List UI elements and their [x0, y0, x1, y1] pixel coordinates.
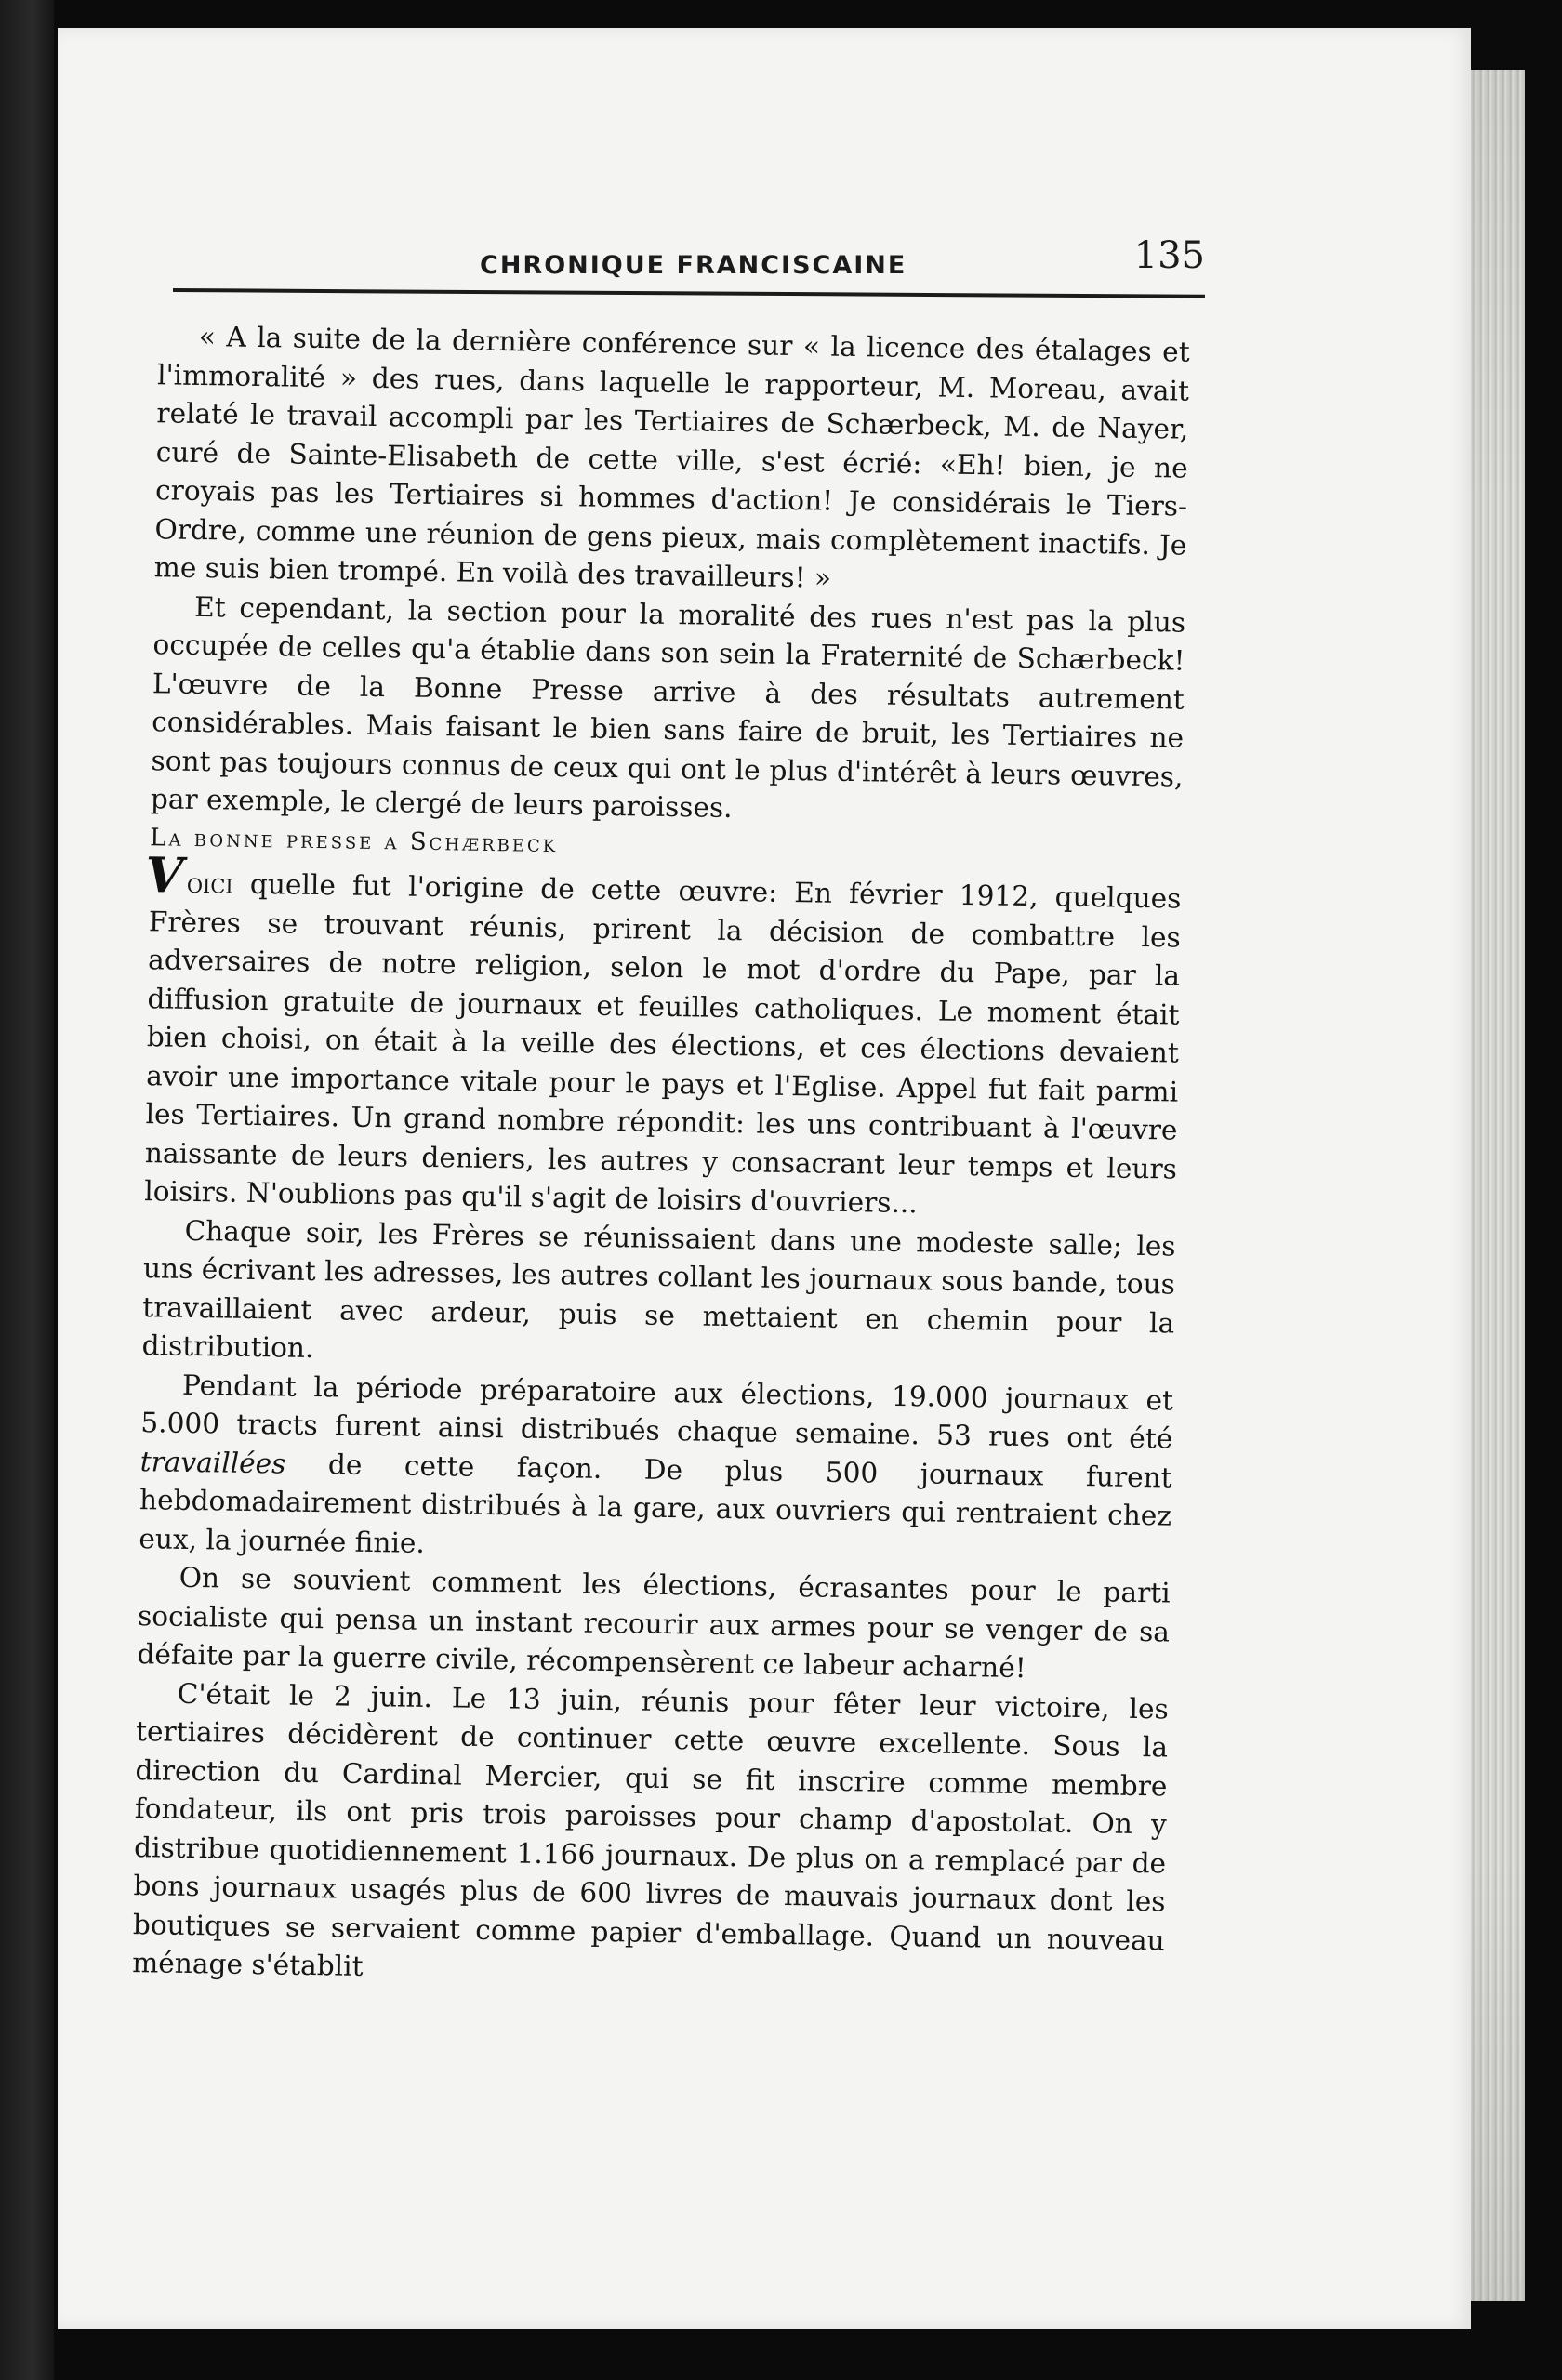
paragraph-text-b: de cette façon. De plus 500 journaux furent hebdomadairement distribués à la gare, aux ouvriers qui rentraient chez eux, la journée finie.: [139, 1448, 1172, 1559]
page-stack-edge: [1471, 70, 1525, 2301]
paragraph: On se souvient comment les élections, écrasantes pour le parti socialiste qui pensa un instant recourir aux armes pour se venger de sa défaite par la guerre civile, récompensèrent ce labeur acharné!: [137, 1561, 1171, 1685]
first-word-rest: oici: [186, 866, 234, 900]
drop-cap-initial: V: [145, 847, 184, 905]
left-page-edge: [0, 0, 54, 2380]
paragraph: Et cependant, la section pour la moralité des rues n'est pas la plus occupée de celles qu'a établie dans son sein la Fraternité de Schærbeck! L'œuvre de la Bonne Presse arrive à des résultats autrement considérables. Mais faisant le bien sans faire de bruit, les Tertiaires ne sont pas toujours connus de ceux qui ont le plus d'intérêt à leurs œuvres, par exemple, le clergé de leurs paroisses.: [150, 590, 1186, 825]
italic-word: travaillées: [139, 1445, 286, 1480]
paragraph: Chaque soir, les Frères se réunissaient dans une modeste salle; les uns écrivant les adresses, les autres collant les journaux sous bande, tous travaillaient avec ardeur, puis se mettaient en chemin pour la distribution.: [141, 1214, 1176, 1365]
paragraph-text-a: Pendant la période préparatoire aux élections, 19.000 journaux et 5.000 tracts furent ainsi distribués chaque semaine. 53 rues ont été: [140, 1368, 1174, 1455]
page-number: 135: [1133, 234, 1205, 277]
paragraph-quote: « A la suite de la dernière conférence sur « la licence des étalages et l'immoralité » des rues, dans laquelle le rapporteur, M. Moreau, avait relaté le travail accompli par les Tertiaires de Schærbeck, M. de Nayer, curé de Sainte-Elisabeth de cette ville, s'est écrié: «Eh! bien, je ne croyais pas les Tertiaires si hommes d'action! Je considérais le Tiers-Ordre, comme une réunion de gens pieux, mais complètement inactifs. Je me suis bien trompé. En voilà des travailleurs! »: [153, 320, 1190, 594]
page-header: [173, 234, 1205, 290]
paragraph-statistics: [139, 1366, 1173, 1575]
paragraph: C'était le 2 juin. Le 13 juin, réunis pour fêter leur victoire, les tertiaires décidèrent de continuer cette œuvre excellente. Sous la direction du Cardinal Mercier, qui se fit inscrire comme membre fondateur, ils ont pris trois paroisses pour champ d'apostolat. On y distribue quotidiennement 1.166 journaux. De plus on a remplacé par de bons journaux usagés plus de 600 livres de mauvais journaux dont les boutiques se servaient comme papier d'emballage. Quand un nouveau ménage s'établit: [131, 1677, 1169, 1982]
paragraph-text: quelle fut l'origine de cette œuvre: En février 1912, quelques Frères se trouvant réunis, prirent la décision de combattre les adversaires de notre religion, selon le mot d'ordre du Pape, par la diffusion gratuite de journaux et feuilles catholiques. Le moment était bien choisi, on était à la veille des élections, et ces élections devaient avoir une importance vitale pour le pays et l'Eglise. Appel fut fait parmi les Tertiaires. Un grand nombre répondit: les uns contribuant à l'œuvre naissante de leurs deniers, les autres y consacrant leur temps et leurs loisirs. N'oublions pas qu'il s'agit de loisirs d'ouvriers...: [144, 867, 1182, 1220]
section-heading-part1: La bonne presse a: [150, 823, 411, 856]
article-body: [132, 317, 1190, 1999]
section-heading-part2: Schærbeck: [409, 827, 559, 858]
paragraph-dropcap: [144, 847, 1182, 1227]
running-head: CHRONIQUE FRANCISCAINE: [480, 251, 907, 280]
